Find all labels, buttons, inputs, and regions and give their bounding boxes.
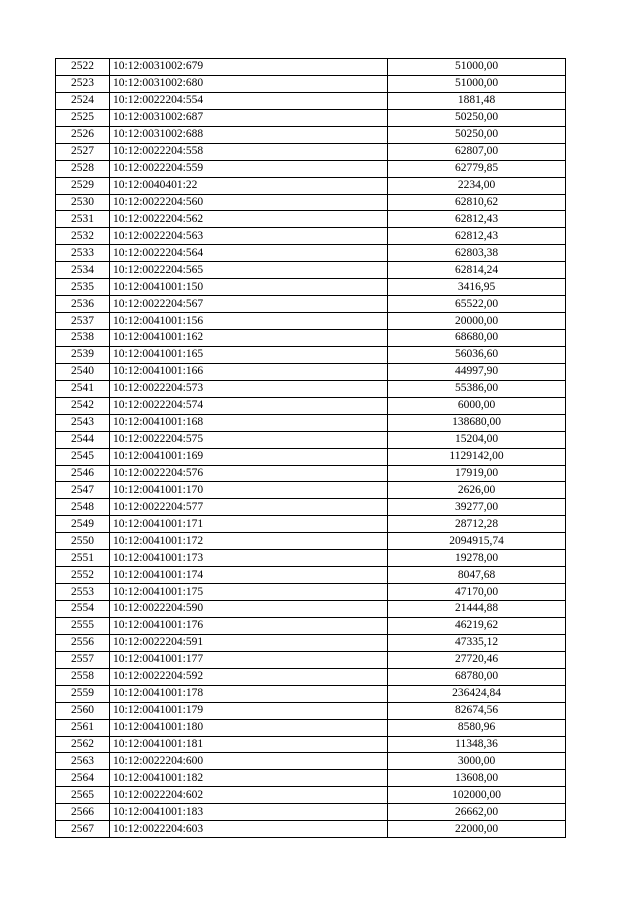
table-row bbox=[56, 617, 566, 634]
row-number-cell: 2536 bbox=[56, 296, 110, 313]
cadastral-number-cell: 10:12:0041001:172 bbox=[110, 533, 388, 550]
table-row bbox=[56, 313, 566, 330]
table-row bbox=[56, 143, 566, 160]
value-cell: 62807,00 bbox=[388, 143, 566, 160]
value-cell: 17919,00 bbox=[388, 465, 566, 482]
row-number-cell: 2565 bbox=[56, 787, 110, 804]
row-number-cell: 2553 bbox=[56, 584, 110, 601]
table-row bbox=[56, 719, 566, 736]
table-row bbox=[56, 279, 566, 296]
row-number-cell: 2560 bbox=[56, 702, 110, 719]
value-cell: 62779,85 bbox=[388, 160, 566, 177]
row-number-cell: 2551 bbox=[56, 550, 110, 567]
cadastral-number-cell: 10:12:0022204:554 bbox=[110, 92, 388, 109]
table-row bbox=[56, 702, 566, 719]
row-number-cell: 2555 bbox=[56, 617, 110, 634]
row-number-cell: 2530 bbox=[56, 194, 110, 211]
table-row bbox=[56, 414, 566, 431]
cadastral-number-cell: 10:12:0041001:170 bbox=[110, 482, 388, 499]
cadastral-number-cell: 10:12:0031002:679 bbox=[110, 59, 388, 76]
row-number-cell: 2552 bbox=[56, 567, 110, 584]
cadastral-number-cell: 10:12:0041001:165 bbox=[110, 346, 388, 363]
value-cell: 102000,00 bbox=[388, 787, 566, 804]
cadastral-number-cell: 10:12:0022204:574 bbox=[110, 397, 388, 414]
value-cell: 27720,46 bbox=[388, 651, 566, 668]
cadastral-number-cell: 10:12:0031002:688 bbox=[110, 126, 388, 143]
cadastral-number-cell: 10:12:0041001:156 bbox=[110, 313, 388, 330]
value-cell: 46219,62 bbox=[388, 617, 566, 634]
value-cell: 2234,00 bbox=[388, 177, 566, 194]
cadastral-number-cell: 10:12:0022204:590 bbox=[110, 601, 388, 618]
table-row bbox=[56, 770, 566, 787]
value-cell: 62810,62 bbox=[388, 194, 566, 211]
row-number-cell: 2538 bbox=[56, 330, 110, 347]
cadastral-number-cell: 10:12:0041001:171 bbox=[110, 516, 388, 533]
row-number-cell: 2544 bbox=[56, 431, 110, 448]
cadastral-number-cell: 10:12:0022204:562 bbox=[110, 211, 388, 228]
cadastral-number-cell: 10:12:0022204:567 bbox=[110, 296, 388, 313]
table-row bbox=[56, 448, 566, 465]
row-number-cell: 2566 bbox=[56, 804, 110, 821]
cadastral-number-cell: 10:12:0041001:178 bbox=[110, 685, 388, 702]
cadastral-number-cell: 10:12:0041001:180 bbox=[110, 719, 388, 736]
table-row bbox=[56, 787, 566, 804]
row-number-cell: 2541 bbox=[56, 380, 110, 397]
table-row bbox=[56, 634, 566, 651]
table-row bbox=[56, 482, 566, 499]
row-number-cell: 2523 bbox=[56, 75, 110, 92]
cadastral-number-cell: 10:12:0041001:183 bbox=[110, 804, 388, 821]
cadastral-number-cell: 10:12:0022204:560 bbox=[110, 194, 388, 211]
value-cell: 22000,00 bbox=[388, 821, 566, 838]
row-number-cell: 2549 bbox=[56, 516, 110, 533]
row-number-cell: 2532 bbox=[56, 228, 110, 245]
table-row bbox=[56, 92, 566, 109]
cadastral-number-cell: 10:12:0040401:22 bbox=[110, 177, 388, 194]
row-number-cell: 2563 bbox=[56, 753, 110, 770]
cadastral-number-cell: 10:12:0022204:564 bbox=[110, 245, 388, 262]
cadastral-number-cell: 10:12:0041001:168 bbox=[110, 414, 388, 431]
cadastral-number-cell: 10:12:0041001:162 bbox=[110, 330, 388, 347]
row-number-cell: 2561 bbox=[56, 719, 110, 736]
cadastral-number-cell: 10:12:0041001:181 bbox=[110, 736, 388, 753]
row-number-cell: 2524 bbox=[56, 92, 110, 109]
table-row bbox=[56, 516, 566, 533]
row-number-cell: 2539 bbox=[56, 346, 110, 363]
table-row bbox=[56, 431, 566, 448]
row-number-cell: 2537 bbox=[56, 313, 110, 330]
row-number-cell: 2548 bbox=[56, 499, 110, 516]
cadastral-number-cell: 10:12:0022204:559 bbox=[110, 160, 388, 177]
row-number-cell: 2543 bbox=[56, 414, 110, 431]
value-cell: 68680,00 bbox=[388, 330, 566, 347]
cadastral-number-cell: 10:12:0031002:680 bbox=[110, 75, 388, 92]
cadastral-number-cell: 10:12:0041001:150 bbox=[110, 279, 388, 296]
value-cell: 2094915,74 bbox=[388, 533, 566, 550]
row-number-cell: 2564 bbox=[56, 770, 110, 787]
value-cell: 15204,00 bbox=[388, 431, 566, 448]
cadastral-number-cell: 10:12:0022204:602 bbox=[110, 787, 388, 804]
table-row bbox=[56, 533, 566, 550]
value-cell: 82674,56 bbox=[388, 702, 566, 719]
value-cell: 2626,00 bbox=[388, 482, 566, 499]
value-cell: 19278,00 bbox=[388, 550, 566, 567]
row-number-cell: 2542 bbox=[56, 397, 110, 414]
cadastral-number-cell: 10:12:0041001:179 bbox=[110, 702, 388, 719]
value-cell: 44997,90 bbox=[388, 363, 566, 380]
value-cell: 20000,00 bbox=[388, 313, 566, 330]
table-row bbox=[56, 380, 566, 397]
value-cell: 21444,88 bbox=[388, 601, 566, 618]
row-number-cell: 2554 bbox=[56, 601, 110, 618]
cadastral-number-cell: 10:12:0041001:173 bbox=[110, 550, 388, 567]
value-cell: 28712,28 bbox=[388, 516, 566, 533]
table-row bbox=[56, 160, 566, 177]
value-cell: 62812,43 bbox=[388, 211, 566, 228]
row-number-cell: 2557 bbox=[56, 651, 110, 668]
table-row bbox=[56, 804, 566, 821]
value-cell: 8580,96 bbox=[388, 719, 566, 736]
cadastral-number-cell: 10:12:0022204:600 bbox=[110, 753, 388, 770]
value-cell: 11348,36 bbox=[388, 736, 566, 753]
table-row bbox=[56, 194, 566, 211]
table-row bbox=[56, 245, 566, 262]
row-number-cell: 2545 bbox=[56, 448, 110, 465]
row-number-cell: 2567 bbox=[56, 821, 110, 838]
value-cell: 1881,48 bbox=[388, 92, 566, 109]
value-cell: 13608,00 bbox=[388, 770, 566, 787]
row-number-cell: 2547 bbox=[56, 482, 110, 499]
cadastral-number-cell: 10:12:0022204:603 bbox=[110, 821, 388, 838]
value-cell: 1129142,00 bbox=[388, 448, 566, 465]
cadastral-number-cell: 10:12:0022204:591 bbox=[110, 634, 388, 651]
value-cell: 8047,68 bbox=[388, 567, 566, 584]
value-cell: 50250,00 bbox=[388, 109, 566, 126]
table-row bbox=[56, 753, 566, 770]
row-number-cell: 2525 bbox=[56, 109, 110, 126]
table-row bbox=[56, 584, 566, 601]
row-number-cell: 2533 bbox=[56, 245, 110, 262]
cadastral-number-cell: 10:12:0031002:687 bbox=[110, 109, 388, 126]
table-row bbox=[56, 262, 566, 279]
value-cell: 65522,00 bbox=[388, 296, 566, 313]
row-number-cell: 2558 bbox=[56, 668, 110, 685]
value-cell: 51000,00 bbox=[388, 59, 566, 76]
table-row bbox=[56, 330, 566, 347]
row-number-cell: 2540 bbox=[56, 363, 110, 380]
row-number-cell: 2550 bbox=[56, 533, 110, 550]
value-cell: 51000,00 bbox=[388, 75, 566, 92]
cadastral-number-cell: 10:12:0022204:573 bbox=[110, 380, 388, 397]
row-number-cell: 2526 bbox=[56, 126, 110, 143]
value-cell: 138680,00 bbox=[388, 414, 566, 431]
table-row bbox=[56, 228, 566, 245]
cadastral-number-cell: 10:12:0022204:592 bbox=[110, 668, 388, 685]
row-number-cell: 2522 bbox=[56, 59, 110, 76]
cadastral-number-cell: 10:12:0022204:565 bbox=[110, 262, 388, 279]
table-row bbox=[56, 465, 566, 482]
value-cell: 39277,00 bbox=[388, 499, 566, 516]
table-row bbox=[56, 567, 566, 584]
cadastral-number-cell: 10:12:0022204:563 bbox=[110, 228, 388, 245]
value-cell: 6000,00 bbox=[388, 397, 566, 414]
value-cell: 62803,38 bbox=[388, 245, 566, 262]
value-cell: 56036,60 bbox=[388, 346, 566, 363]
table-row bbox=[56, 59, 566, 76]
table-row bbox=[56, 685, 566, 702]
cadastral-number-cell: 10:12:0022204:558 bbox=[110, 143, 388, 160]
cadastral-number-cell: 10:12:0041001:182 bbox=[110, 770, 388, 787]
cadastral-value-table bbox=[55, 58, 566, 838]
value-cell: 26662,00 bbox=[388, 804, 566, 821]
row-number-cell: 2529 bbox=[56, 177, 110, 194]
row-number-cell: 2556 bbox=[56, 634, 110, 651]
value-cell: 50250,00 bbox=[388, 126, 566, 143]
value-cell: 47335,12 bbox=[388, 634, 566, 651]
value-cell: 55386,00 bbox=[388, 380, 566, 397]
value-cell: 62812,43 bbox=[388, 228, 566, 245]
table-row bbox=[56, 651, 566, 668]
table-row bbox=[56, 109, 566, 126]
table-row bbox=[56, 550, 566, 567]
row-number-cell: 2528 bbox=[56, 160, 110, 177]
table-row bbox=[56, 601, 566, 618]
row-number-cell: 2559 bbox=[56, 685, 110, 702]
table-row bbox=[56, 668, 566, 685]
table-row bbox=[56, 296, 566, 313]
table-body bbox=[56, 59, 566, 838]
row-number-cell: 2546 bbox=[56, 465, 110, 482]
cadastral-number-cell: 10:12:0022204:575 bbox=[110, 431, 388, 448]
table-row bbox=[56, 397, 566, 414]
table-row bbox=[56, 75, 566, 92]
row-number-cell: 2531 bbox=[56, 211, 110, 228]
value-cell: 3000,00 bbox=[388, 753, 566, 770]
row-number-cell: 2534 bbox=[56, 262, 110, 279]
cadastral-number-cell: 10:12:0041001:177 bbox=[110, 651, 388, 668]
value-cell: 68780,00 bbox=[388, 668, 566, 685]
value-cell: 62814,24 bbox=[388, 262, 566, 279]
value-cell: 236424,84 bbox=[388, 685, 566, 702]
table-row bbox=[56, 363, 566, 380]
row-number-cell: 2562 bbox=[56, 736, 110, 753]
cadastral-number-cell: 10:12:0041001:176 bbox=[110, 617, 388, 634]
table-row bbox=[56, 499, 566, 516]
cadastral-number-cell: 10:12:0041001:166 bbox=[110, 363, 388, 380]
cadastral-number-cell: 10:12:0022204:577 bbox=[110, 499, 388, 516]
table-row bbox=[56, 346, 566, 363]
table-row bbox=[56, 177, 566, 194]
table-row bbox=[56, 821, 566, 838]
table-row bbox=[56, 736, 566, 753]
value-cell: 47170,00 bbox=[388, 584, 566, 601]
row-number-cell: 2535 bbox=[56, 279, 110, 296]
row-number-cell: 2527 bbox=[56, 143, 110, 160]
cadastral-number-cell: 10:12:0022204:576 bbox=[110, 465, 388, 482]
table-row bbox=[56, 211, 566, 228]
cadastral-number-cell: 10:12:0041001:175 bbox=[110, 584, 388, 601]
cadastral-number-cell: 10:12:0041001:169 bbox=[110, 448, 388, 465]
table-row bbox=[56, 126, 566, 143]
cadastral-number-cell: 10:12:0041001:174 bbox=[110, 567, 388, 584]
value-cell: 3416,95 bbox=[388, 279, 566, 296]
